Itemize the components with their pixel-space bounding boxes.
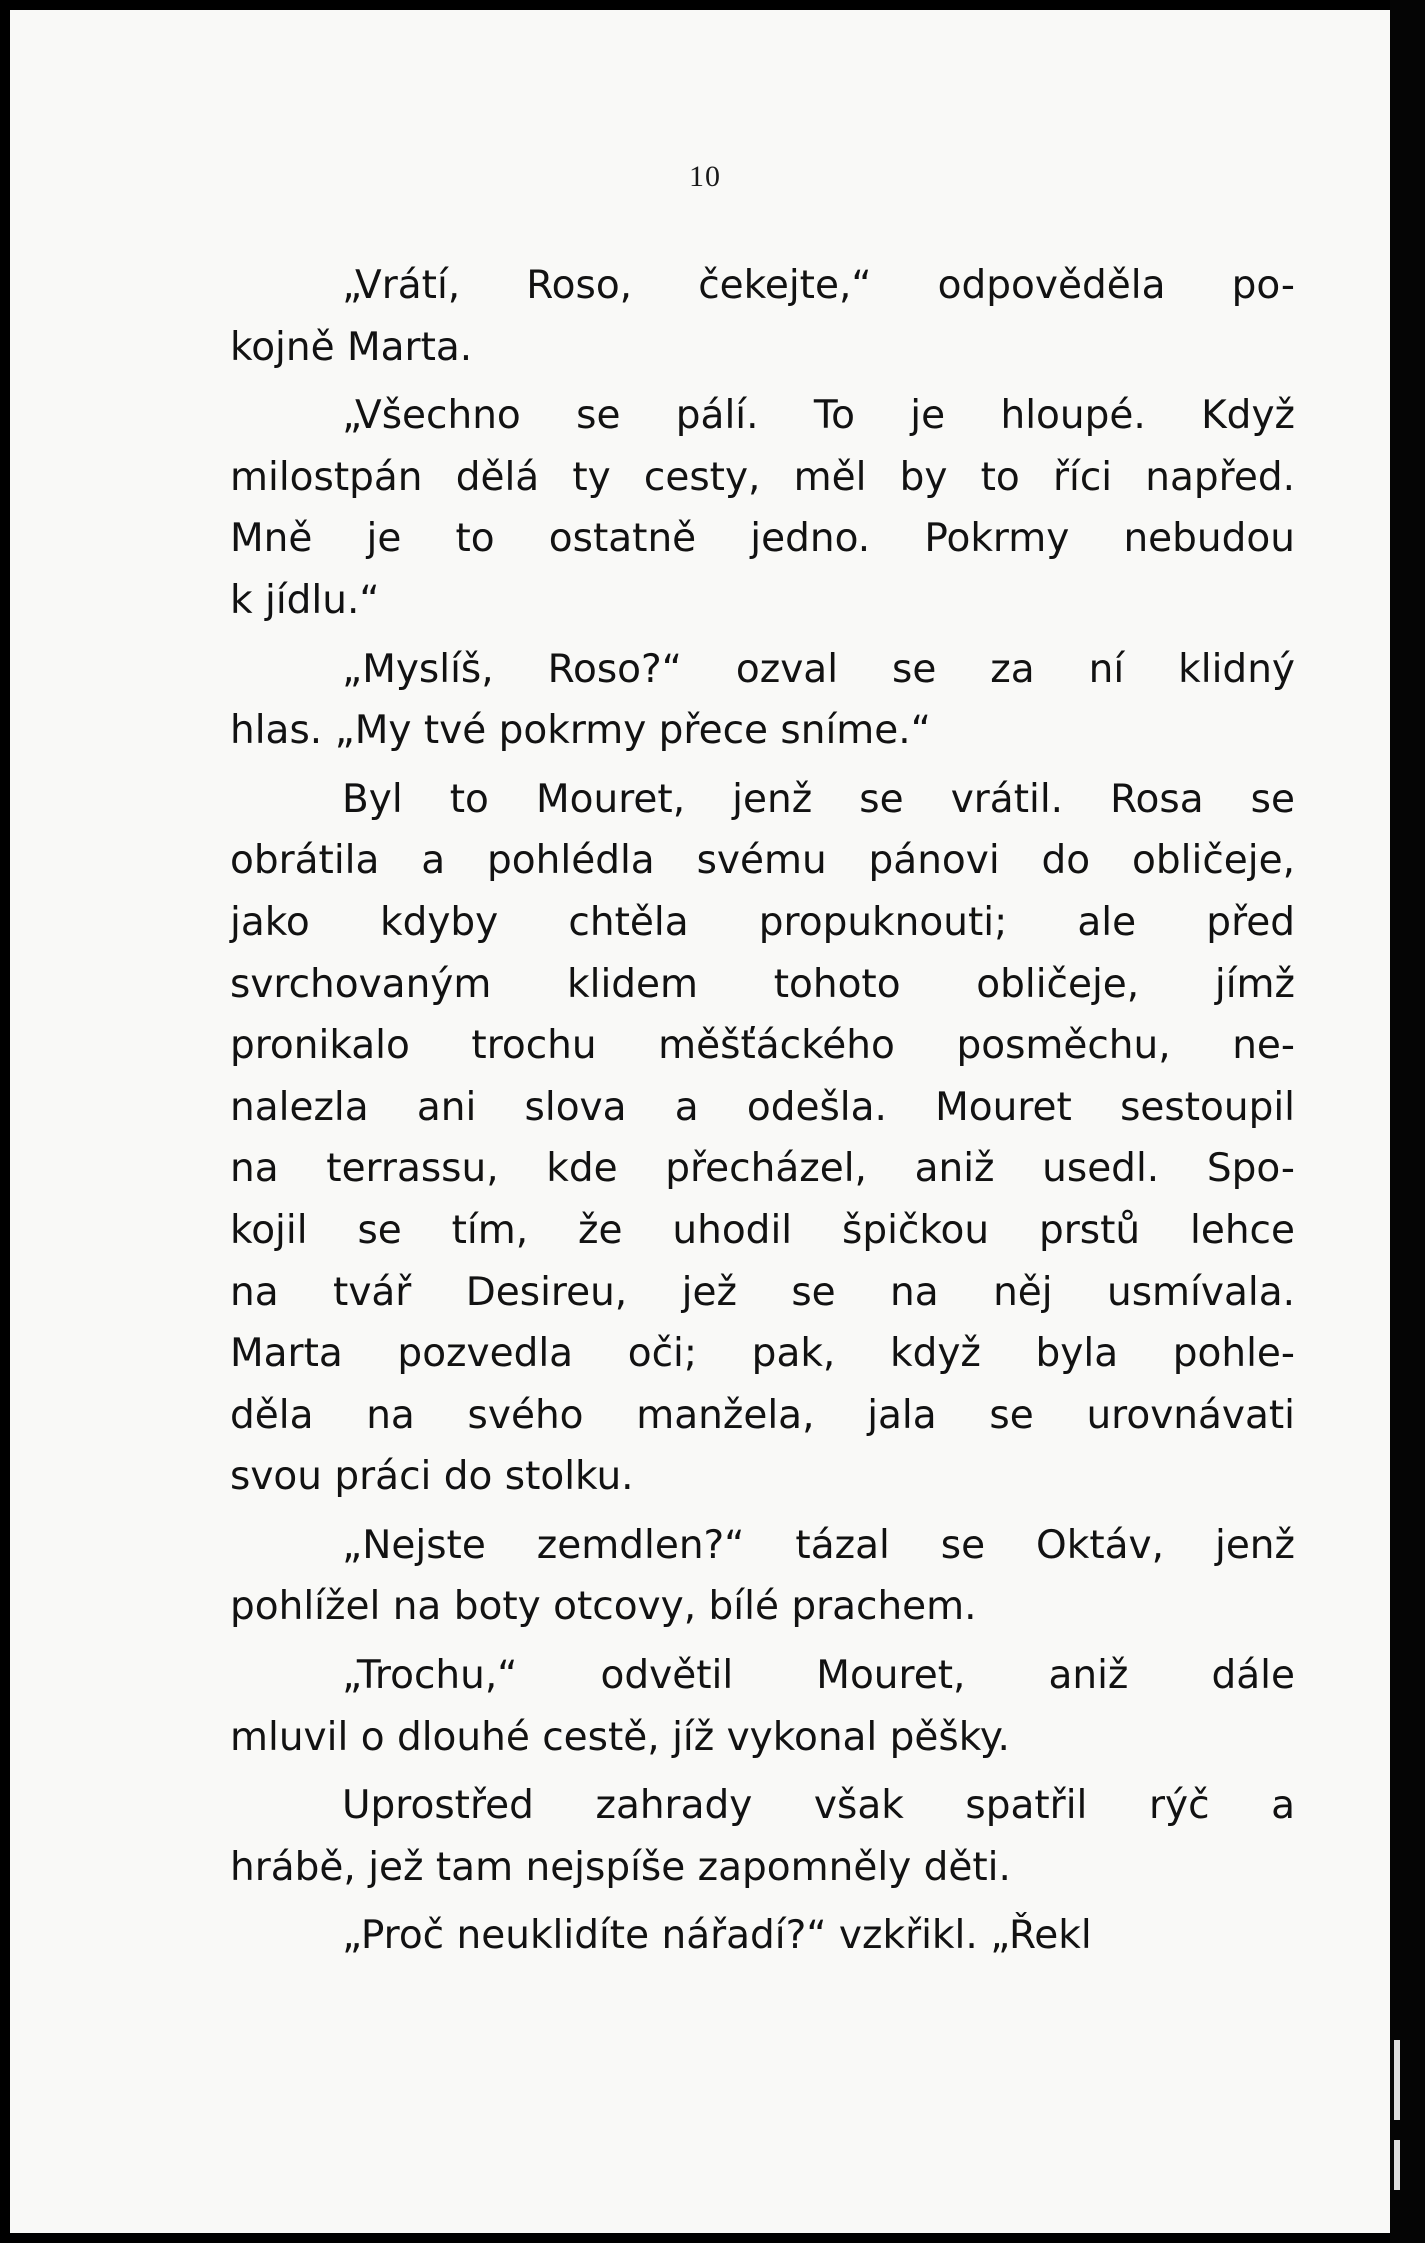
paragraph xyxy=(230,769,1295,1508)
binding-mark xyxy=(1394,2140,1400,2190)
text-line: obrátila a pohlédla svému pánovi do obličeje, xyxy=(230,838,1295,884)
text-line: svou práci do stolku. xyxy=(230,1454,634,1500)
text-line: Marta pozvedla oči; pak, když byla pohle- xyxy=(230,1331,1295,1377)
text-line: kojně Marta. xyxy=(230,324,473,370)
text-line: svrchovaným klidem tohoto obličeje, jímž xyxy=(230,961,1295,1007)
text-line: hrábě, jež tam nejspíše zapomněly děti. xyxy=(230,1844,1011,1890)
text-line: Uprostřed zahrady však spatřil rýč a xyxy=(342,1783,1295,1829)
text-line: jako kdyby chtěla propuknouti; ale před xyxy=(230,899,1295,945)
text-line: „Trochu,“ odvětil Mouret, aniž dále xyxy=(342,1653,1295,1699)
text-line: kojil se tím, že uhodil špičkou prstů lehce xyxy=(230,1207,1295,1253)
paragraph xyxy=(230,1515,1295,1638)
text-line: nalezla ani slova a odešla. Mouret sestoupil xyxy=(230,1084,1295,1130)
text-line: hlas. „My tvé pokrmy přece sníme.“ xyxy=(230,708,931,754)
text-line: milostpán dělá ty cesty, měl by to říci napřed. xyxy=(230,454,1295,500)
page-number: 10 xyxy=(689,160,721,193)
text-line: děla na svého manžela, jala se urovnávati xyxy=(230,1392,1295,1438)
text-line: „Proč neuklidíte nářadí?“ vzkřikl. „Řekl xyxy=(342,1913,1092,1959)
text-line: pohlížel na boty otcovy, bílé prachem. xyxy=(230,1584,977,1630)
paragraph xyxy=(230,255,1295,378)
text-line: k jídlu.“ xyxy=(230,577,380,623)
paragraph xyxy=(230,639,1295,762)
paragraph xyxy=(230,1775,1295,1898)
scan-edge xyxy=(1390,0,1425,2243)
text-line: mluvil o dlouhé cestě, jíž vykonal pěšky. xyxy=(230,1714,1010,1760)
text-line: „Všechno se pálí. To je hloupé. Když xyxy=(342,393,1295,439)
paragraph xyxy=(230,1645,1295,1768)
binding-mark xyxy=(1394,2040,1400,2120)
text-line: „Vrátí, Roso, čekejte,“ odpověděla po- xyxy=(342,263,1295,308)
body-text xyxy=(230,255,1295,1974)
paragraph xyxy=(230,385,1295,631)
paragraph xyxy=(230,1905,1295,1967)
text-line: „Nejste zemdlen?“ tázal se Oktáv, jenž xyxy=(342,1522,1295,1568)
text-line: „Myslíš, Roso?“ ozval se za ní klidný xyxy=(342,646,1295,692)
text-line: Byl to Mouret, jenž se vrátil. Rosa se xyxy=(342,776,1295,822)
text-line: na tvář Desireu, jež se na něj usmívala. xyxy=(230,1269,1295,1315)
text-line: na terrassu, kde přecházel, aniž usedl. Spo- xyxy=(230,1146,1295,1192)
text-line: Mně je to ostatně jedno. Pokrmy nebudou xyxy=(230,516,1295,562)
text-line: pronikalo trochu měšťáckého posměchu, ne- xyxy=(230,1023,1295,1069)
book-page xyxy=(10,10,1390,2233)
